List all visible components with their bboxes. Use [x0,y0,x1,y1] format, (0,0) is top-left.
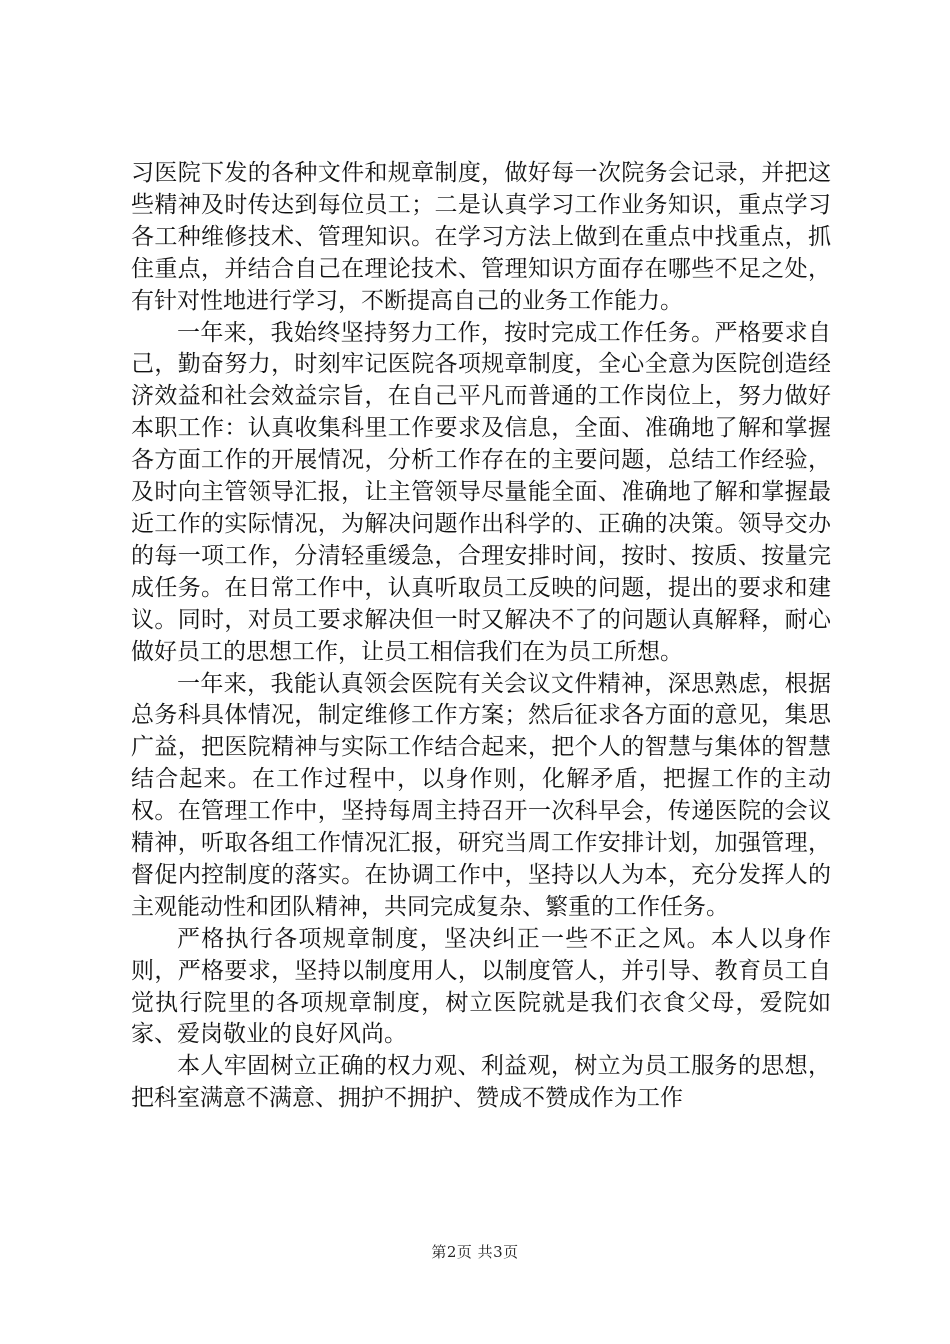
paragraph-work-attitude: 一年来，我始终坚持努力工作，按时完成工作任务。严格要求自己，勤奋努力，时刻牢记医院各项规章制度，全心全意为医院创造经济效益和社会效益宗旨，在自己平凡而普通的工作岗位上，努力做好本职工作：认真收集科里工作要求及信息，全面、准确地了解和掌握各方面工作的开展情况，分析工作存在的主要问题，总结工作经验，及时向主管领导汇报，让主管领导尽量能全面、准确地了解和掌握最近工作的实际情况，为解决问题作出科学的、正确的决策。领导交办的每一项工作，分清轻重缓急，合理安排时间，按时、按质、按量完成任务。在日常工作中，认真听取员工反映的问题，提出的要求和建议。同时，对员工要求解决但一时又解决不了的问题认真解释，耐心做好员工的思想工作，让员工相信我们在为员工所想。 [131,319,831,665]
paragraph-regulations: 严格执行各项规章制度，坚决纠正一些不正之风。本人以身作则，严格要求，坚持以制度用人，以制度管人，并引导、教育员工自觉执行院里的各项规章制度，树立医院就是我们衣食父母，爱院如家、爱岗敬业的良好风尚。 [131,925,831,1048]
paragraph-continuation: 习医院下发的各种文件和规章制度，做好每一次院务会记录，并把这些精神及时传达到每位员工；二是认真学习工作业务知识，重点学习各工种维修技术、管理知识。在学习方法上做到在重点中找重点，抓住重点，并结合自己在理论技术、管理知识方面存在哪些不足之处，有针对性地进行学习，不断提高自己的业务工作能力。 [131,160,831,314]
paragraph-service-attitude: 本人牢固树立正确的权力观、利益观，树立为员工服务的思想，把科室满意不满意、拥护不拥护、赞成不赞成作为工作 [131,1053,831,1112]
page-footer: 第2页 共3页 [431,1243,519,1261]
paragraph-meeting-spirit: 一年来，我能认真领会医院有关会议文件精神，深思熟虑，根据总务科具体情况，制定维修工作方案；然后征求各方面的意见，集思广益，把医院精神与实际工作结合起来，把个人的智慧与集体的智慧结合起来。在工作过程中，以身作则，化解矛盾，把握工作的主动权。在管理工作中，坚持每周主持召开一次科早会，传递医院的会议精神，听取各组工作情况汇报，研究当周工作安排计划，加强管理，督促内控制度的落实。在协调工作中，坚持以人为本，充分发挥人的主观能动性和团队精神，共同完成复杂、繁重的工作任务。 [131,670,831,920]
document-body [131,158,831,1115]
